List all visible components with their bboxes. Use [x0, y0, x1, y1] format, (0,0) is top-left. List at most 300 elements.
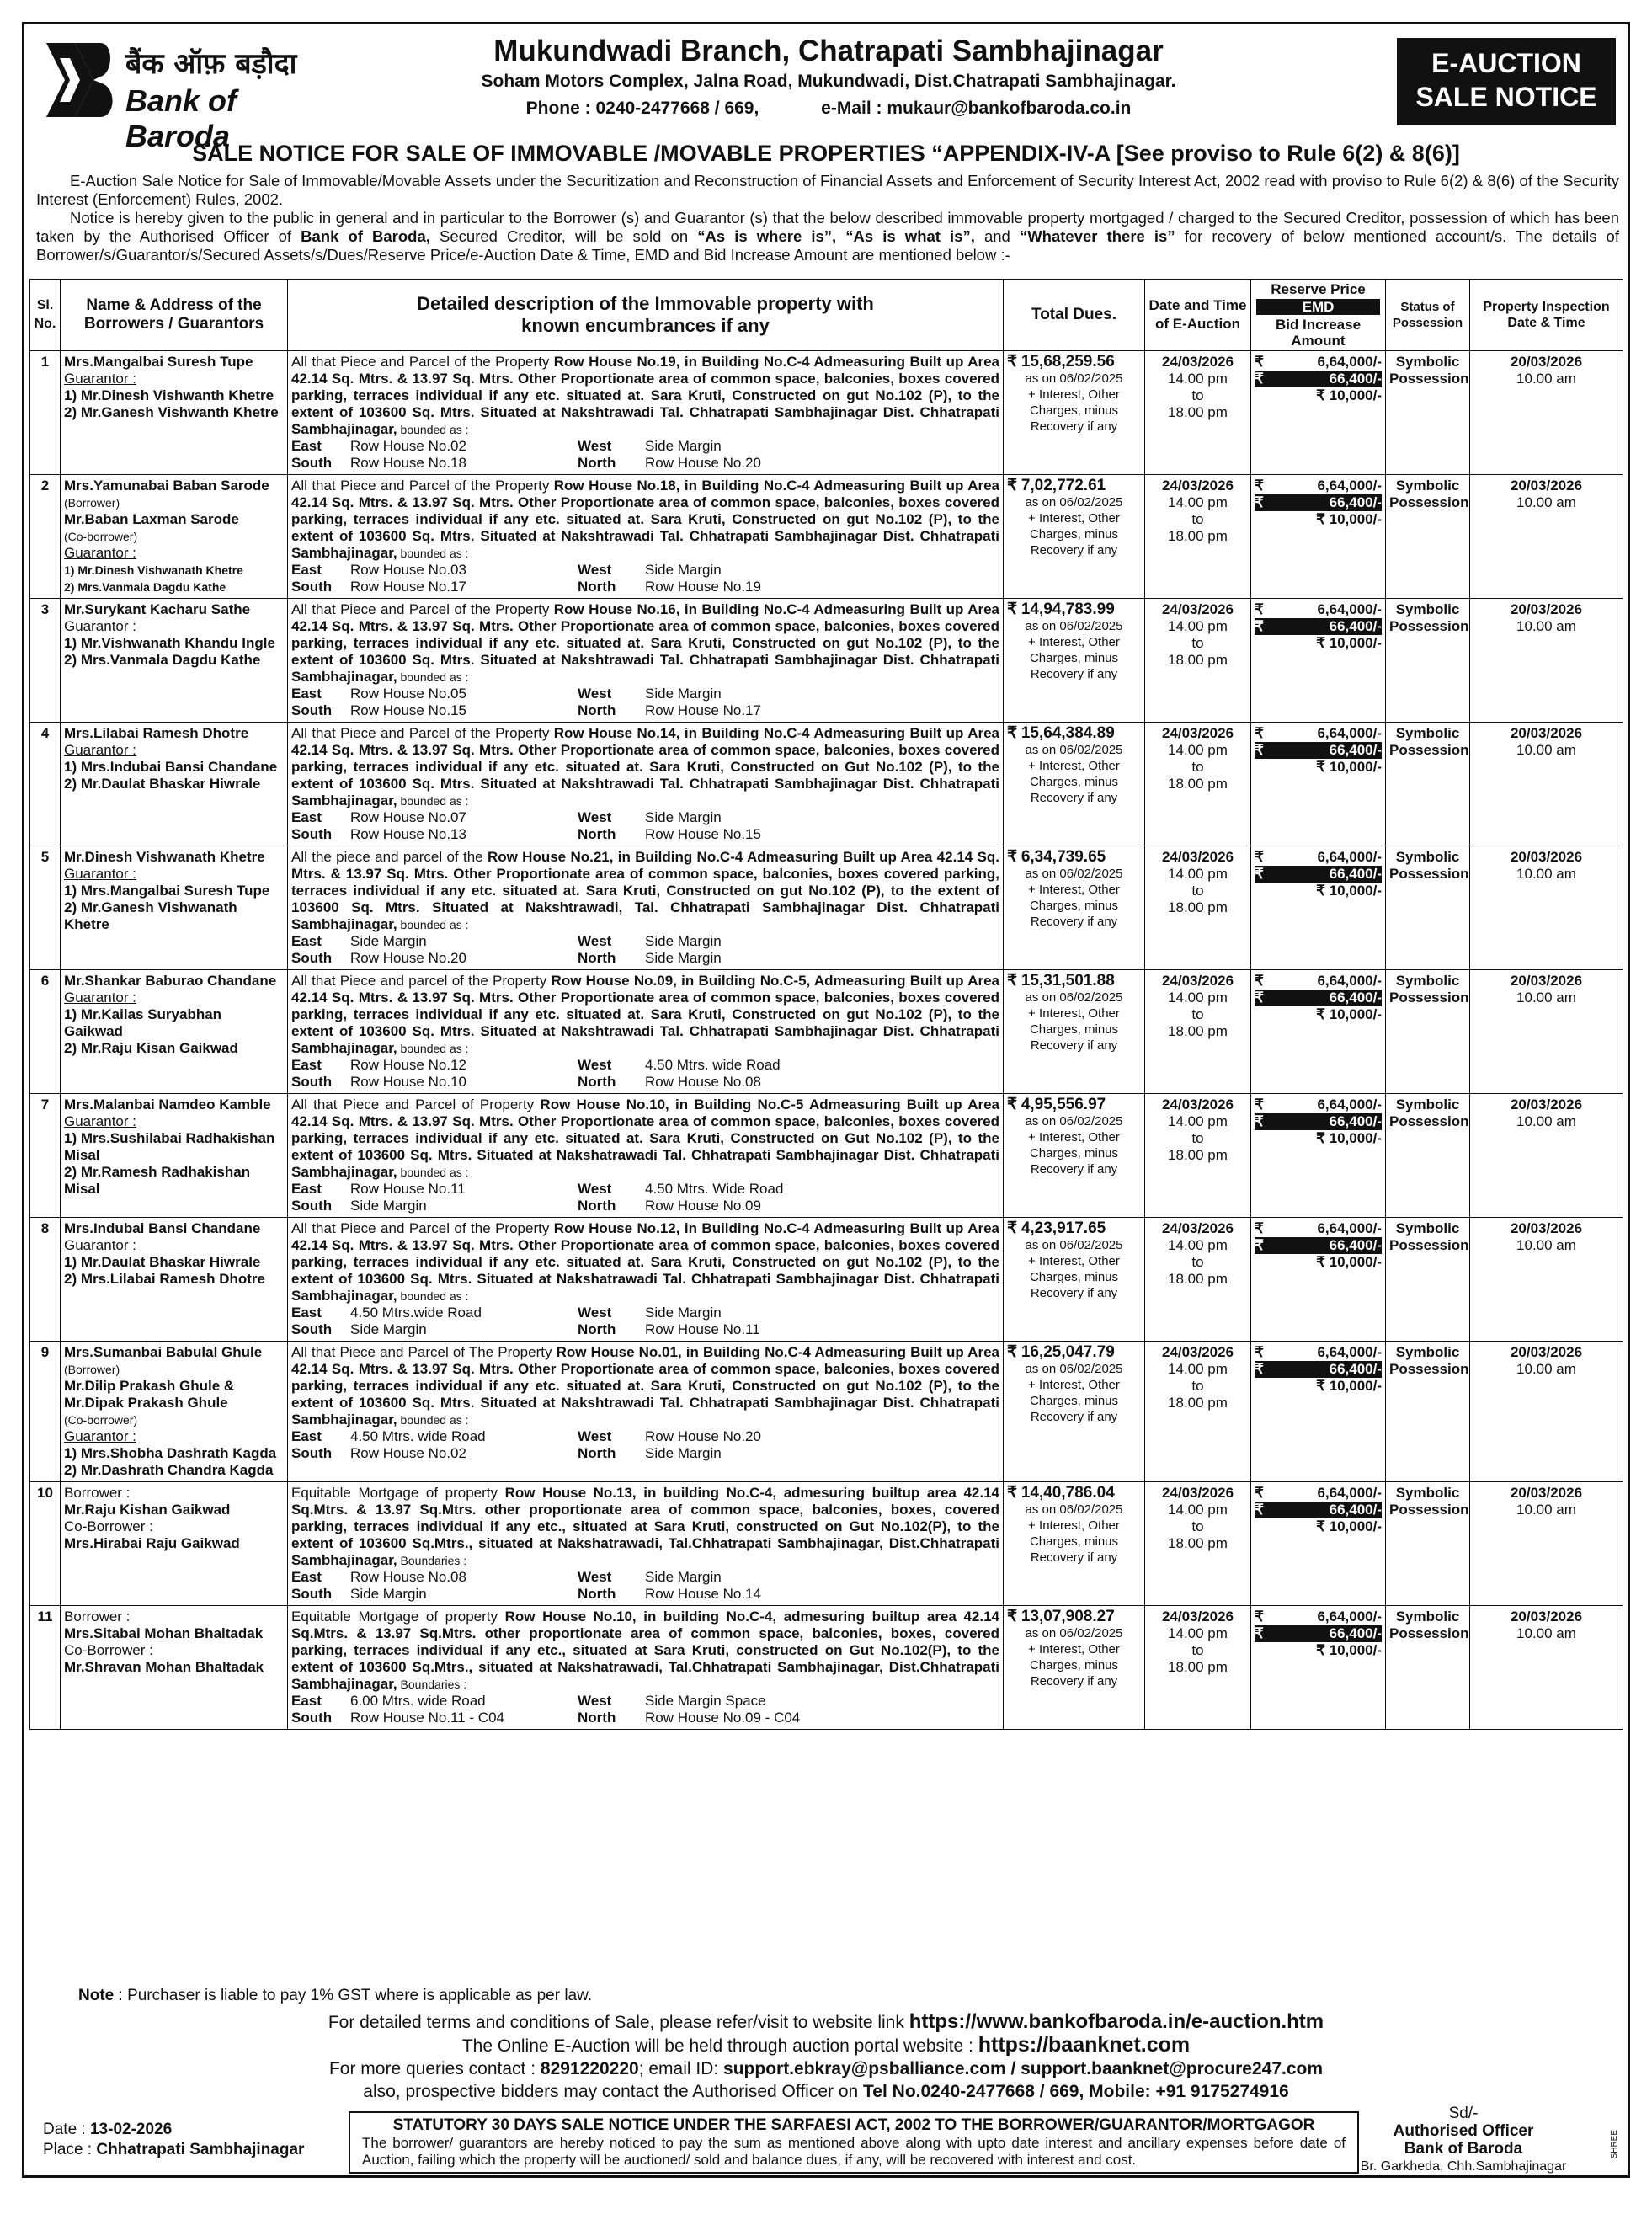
- borrower-line: Mr.Dilip Prakash Ghule & Mr.Dipak Prakash Ghule: [64, 1378, 235, 1411]
- possession-status: Symbolic Possession: [1386, 846, 1470, 970]
- statutory-body: The borrower/ guarantors are hereby noticed to pay the sum as mentioned above along with upto date interest and ancillary expenses before date of Auction, failing which the property will be auctioned/ sold and balance dues, if any, will be recovered with interest and cost.: [362, 2135, 1346, 2168]
- auction-date: 24/03/2026: [1161, 1096, 1234, 1112]
- south-label: South: [291, 826, 333, 842]
- west-value: Side Margin: [645, 1569, 722, 1585]
- borrower-line: 1) Mr.Kailas Suryabhan Gaikwad: [64, 1006, 222, 1039]
- dues-amount: 14,40,786.04: [1021, 1484, 1115, 1502]
- south-label: South: [291, 1445, 333, 1461]
- east-value: Row House No.08: [350, 1569, 466, 1585]
- borrower-name: Mr.Surykant Kacharu Sathe: [64, 601, 251, 617]
- boundaries: [291, 809, 999, 843]
- inspection-date: 20/03/2026: [1510, 1609, 1583, 1625]
- bid-increase: ₹ 10,000/-: [1316, 635, 1382, 651]
- footer-officer-text: also, prospective bidders may contact the Authorised Officer on: [363, 2082, 864, 2101]
- west-label: West: [578, 1305, 612, 1321]
- auction-to: to: [1191, 883, 1204, 899]
- property-description: [288, 970, 1004, 1094]
- reserve-price-cell: [1251, 1342, 1386, 1482]
- borrower-line: Guarantor :: [64, 990, 136, 1006]
- terms-link[interactable]: https://www.bankofbaroda.in/e-auction.htm: [909, 2010, 1324, 2033]
- north-label: North: [578, 579, 616, 595]
- desc-bold: Row House No.09, in Building No.C-5, Admeasuring Built up Area 42.14 Sq. Mtrs. & 13.97 Sq. Mtrs. Other Proportionate area of common space, balconies, boxes covered parking, terraces individual if any etc. situated at. Sara Kruti, Constructed on gut No.102 (P), to the extent of 103600 Sq. Mtrs. Situated at Nakshtrawadi Tal. Chhatrapati Sambhajinagar Dist. Chhatrapati Sambhajinagar,: [291, 973, 999, 1056]
- inspection-cell: [1470, 599, 1623, 723]
- emd-amount: 66,400/-: [1329, 742, 1382, 758]
- emd-amount: 66,400/-: [1329, 1237, 1382, 1253]
- east-value: Row House No.11: [350, 1181, 466, 1197]
- reserve-price-cell: [1251, 1094, 1386, 1218]
- west-label: West: [578, 1181, 612, 1197]
- borrower-line: 2) Mrs.Vanmala Dagdu Kathe: [64, 580, 226, 594]
- south-value: Row House No.02: [350, 1445, 466, 1461]
- inspection-cell: [1470, 1094, 1623, 1218]
- signature-title: Authorised Officer: [1393, 2122, 1534, 2140]
- west-value: Side Margin Space: [645, 1693, 766, 1709]
- reserve-price: 6,64,000/-: [1317, 849, 1382, 865]
- south-label: South: [291, 1710, 333, 1726]
- dues-interest: + Interest, Other Charges, minus Recovery if any: [1028, 1642, 1120, 1689]
- desc-suffix: bounded as :: [397, 794, 469, 808]
- serial-number: 5: [30, 846, 61, 970]
- total-dues-cell: [1004, 1342, 1145, 1482]
- inspection-time: 10.00 am: [1516, 742, 1576, 758]
- note-label: Note: [78, 1987, 115, 2004]
- east-label: East: [291, 686, 322, 702]
- borrower-line: Borrower :: [64, 1609, 131, 1625]
- emd-line: [1255, 371, 1382, 387]
- auction-time-to: 18.00 pm: [1168, 404, 1228, 420]
- desc-bold: Row House No.10, in Building No.C-5 Admeasuring Built up Area 42.14 Sq. Mtrs. & 13.97 Sq. Mtrs. Other Proportionate area of common space, balconies, boxes covered parking, terraces individual if any etc. situated at. Sara Kruti, Constructed on Gut No.102 (P), to the extent of 103600 Sq. Mtrs. Situated at Nakshatrawadi Tal. Chhatrapati Sambhajinagar Dist. Chhatrapati Sambhajinagar,: [291, 1096, 999, 1180]
- intro-p2-a: Notice is hereby given to the public in general and in particular to the Borrower (s) and Guarantor (s) that the below described immovable property mortgaged / charged to the Secured Creditor, possession of which has been taken by the Authorised Officer of: [36, 209, 1619, 245]
- total-dues-cell: [1004, 846, 1145, 970]
- auction-table: [29, 279, 1623, 1730]
- south-value: Row House No.17: [350, 579, 466, 595]
- desc-bold: Row House No.18, in Building No.C-4 Admeasuring Built up Area 42.14 Sq. Mtrs. & 13.97 Sq. Mtrs. Other Proportionate area of common space, balconies, boxes covered parking, terraces individual if any etc. situated at. Sara Kruti, Constructed on gut No.102 (P), to the extent of 103600 Sq. Mtrs. Situated at Nakshtrawadi Tal. Chhatrapati Sambhajinagar Dist. Chhatrapati Sambhajinagar,: [291, 478, 999, 561]
- boundaries: [291, 562, 999, 595]
- auction-time-to: 18.00 pm: [1168, 1659, 1228, 1675]
- portal-link[interactable]: https://baanknet.com: [978, 2033, 1191, 2057]
- possession-status: Symbolic Possession: [1386, 1482, 1470, 1606]
- intro-p2-d: for recovery of below mentioned account/s. The details of Borrower/s/Guarantor/s/Secured Assets/s/Dues/Reserve Price/e-Auction Date & Time, EMD and Bid Increase Amount are mentioned below :-: [36, 227, 1619, 264]
- south-value: Side Margin: [350, 1586, 427, 1602]
- possession-status: Symbolic Possession: [1386, 599, 1470, 723]
- branch-contact: [386, 99, 1271, 119]
- borrower-line: 1) Mr.Daulat Bhaskar Hiwrale: [64, 1254, 261, 1270]
- borrower-line: Mr.Baban Laxman Sarode: [64, 511, 239, 527]
- bid-increase: ₹ 10,000/-: [1316, 1378, 1382, 1394]
- borrower-cell: [61, 723, 288, 846]
- statutory-notice-box: [349, 2111, 1359, 2174]
- boundaries: [291, 933, 999, 967]
- emd-rupee: ₹: [1255, 1502, 1264, 1518]
- auction-time-to: 18.00 pm: [1168, 1023, 1228, 1039]
- north-label: North: [578, 1321, 616, 1337]
- west-label: West: [578, 1057, 612, 1073]
- desc-prefix: All that Piece and Parcel of the Property: [291, 478, 554, 494]
- auction-to: to: [1191, 1642, 1204, 1658]
- north-label: North: [578, 1586, 616, 1602]
- shree-mark: SHREE: [1610, 2130, 1619, 2159]
- inspection-date: 20/03/2026: [1510, 354, 1583, 370]
- desc-prefix: All that Piece and parcel of the Property: [291, 973, 552, 989]
- date-value: 13-02-2026: [89, 2121, 173, 2138]
- reserve-price: 6,64,000/-: [1317, 973, 1382, 989]
- dues-interest: + Interest, Other Charges, minus Recovery if any: [1028, 1378, 1120, 1424]
- bid-increase: ₹ 10,000/-: [1316, 387, 1382, 403]
- reserve-line: [1255, 1609, 1382, 1625]
- north-label: North: [578, 702, 616, 718]
- desc-bold: Row House No.12, in Building No.C-4 Admeasuring Built up Area 42.14 Sq. Mtrs. & 13.97 Sq. Mtrs. Other Proportionate area of common space, balconies, boxes covered parking, terraces individual if any etc. situated at. Sara Kruti, Constructed on gut No.102 (P), to the extent of 103600 Sq. Mtrs. Situated at Nakshatrawadi Tal. Chhatrapati Sambhajinagar Dist. Chhatrapati Sambhajinagar,: [291, 1220, 999, 1304]
- south-label: South: [291, 579, 333, 595]
- auction-to: to: [1191, 511, 1204, 527]
- emd-amount: 66,400/-: [1329, 1502, 1382, 1518]
- serial-number: 3: [30, 599, 61, 723]
- borrower-line: 1) Mrs.Sushilabai Radhakishan Misal: [64, 1130, 275, 1163]
- south-label: South: [291, 1321, 333, 1337]
- dues-as-on: as on 06/02/2025: [1025, 495, 1123, 510]
- reserve-line: [1255, 1344, 1382, 1361]
- dues-amount: 14,94,783.99: [1021, 600, 1115, 618]
- north-label: North: [578, 1074, 616, 1090]
- boundaries: [291, 1569, 999, 1603]
- auction-date-cell: [1145, 1482, 1251, 1606]
- inspection-cell: [1470, 1482, 1623, 1606]
- borrower-name: Mrs.Sumanbai Babulal Ghule: [64, 1344, 263, 1360]
- inspection-time: 10.00 am: [1516, 1361, 1576, 1377]
- possession-status: Symbolic Possession: [1386, 1342, 1470, 1482]
- dues-amount: 4,95,556.97: [1021, 1096, 1106, 1113]
- auction-time-to: 18.00 pm: [1168, 652, 1228, 668]
- serial-number: 2: [30, 475, 61, 599]
- east-value: 4.50 Mtrs.wide Road: [350, 1305, 482, 1321]
- total-dues-cell: [1004, 723, 1145, 846]
- desc-prefix: All that Piece and Parcel of the Property: [291, 1220, 554, 1236]
- property-description: [288, 351, 1004, 475]
- east-value: Side Margin: [350, 933, 427, 949]
- east-label: East: [291, 1057, 322, 1073]
- borrower-name: Mrs.Indubai Bansi Chandane: [64, 1220, 261, 1236]
- header-reserve: [1251, 280, 1386, 351]
- table-header-row: [30, 280, 1623, 351]
- auction-date: 24/03/2026: [1161, 1609, 1234, 1625]
- table-row: [30, 970, 1623, 1094]
- dues-as-on: as on 06/02/2025: [1025, 1626, 1123, 1641]
- header-name: Name & Address of the Borrowers / Guarantors: [61, 280, 288, 351]
- inspection-date: 20/03/2026: [1510, 1485, 1583, 1501]
- officer-contact: Tel No.0240-2477668 / 669, Mobile: +91 9175274916: [863, 2082, 1289, 2101]
- reserve-price-cell: [1251, 1606, 1386, 1730]
- reserve-rupee: ₹: [1255, 849, 1264, 865]
- west-value: Side Margin: [645, 1305, 722, 1321]
- dues-rupee: ₹: [1007, 600, 1018, 618]
- boundaries: [291, 1693, 999, 1726]
- desc-prefix: All that Piece and Parcel of the Property: [291, 601, 554, 617]
- borrower-name: Mrs.Malanbai Namdeo Kamble: [64, 1096, 271, 1112]
- footer-line-terms: [24, 2010, 1628, 2034]
- place-line: [43, 2140, 304, 2160]
- reserve-price: 6,64,000/-: [1317, 725, 1382, 741]
- possession-status: Symbolic Possession: [1386, 1094, 1470, 1218]
- west-value: Side Margin: [645, 809, 722, 825]
- emd-rupee: ₹: [1255, 1625, 1264, 1641]
- inspection-cell: [1470, 846, 1623, 970]
- auction-time-from: 14.00 pm: [1168, 494, 1228, 510]
- desc-bold: Row House No.01, in Building No.C-4 Admeasuring Built up Area 42.14 Sq. Mtrs. & 13.97 Sq. Mtrs. Other Proportionate area of common space, balconies, boxes covered parking, terraces individual if any etc. situated at. Sara Kruti, Constructed on gut No.102 (P), to the extent of 103600 Sq. Mtrs. Situated at Nakshtrawadi Tal. Chhatrapati Sambhajinagar Dist. Chhatrapati Sambhajinagar,: [291, 1344, 999, 1427]
- south-label: South: [291, 1586, 333, 1602]
- east-value: 4.50 Mtrs. wide Road: [350, 1428, 486, 1444]
- west-value: Side Margin: [645, 562, 722, 578]
- inspection-date: 20/03/2026: [1510, 849, 1583, 865]
- desc-prefix: All that Piece and Parcel of Property: [291, 1096, 541, 1112]
- borrower-cell: [61, 970, 288, 1094]
- inspection-cell: [1470, 351, 1623, 475]
- inspection-date: 20/03/2026: [1510, 973, 1583, 989]
- reserve-price: 6,64,000/-: [1317, 1220, 1382, 1236]
- inspection-time: 10.00 am: [1516, 1237, 1576, 1253]
- bank-logo: [41, 40, 344, 153]
- reserve-line: [1255, 725, 1382, 742]
- auction-to: to: [1191, 1254, 1204, 1270]
- south-value: Row House No.18: [350, 455, 466, 471]
- footer-contact-text: For more queries contact :: [328, 2059, 541, 2078]
- total-dues-cell: [1004, 351, 1145, 475]
- north-value: Row House No.11: [645, 1321, 760, 1337]
- reserve-price-cell: [1251, 846, 1386, 970]
- dues-amount: 7,02,772.61: [1021, 477, 1106, 494]
- reserve-rupee: ₹: [1255, 725, 1264, 741]
- east-value: Row House No.12: [350, 1057, 466, 1073]
- west-value: Side Margin: [645, 686, 722, 702]
- dues-interest: + Interest, Other Charges, minus Recovery if any: [1028, 511, 1120, 558]
- notice-page: [22, 22, 1630, 2178]
- reserve-price: 6,64,000/-: [1317, 478, 1382, 494]
- total-dues-cell: [1004, 1606, 1145, 1730]
- branch-info: [386, 35, 1271, 119]
- property-description: [288, 723, 1004, 846]
- borrower-name: Mr.Dinesh Vishwanath Khetre: [64, 849, 265, 865]
- reserve-line: [1255, 973, 1382, 990]
- inspection-time: 10.00 am: [1516, 494, 1576, 510]
- desc-suffix: bounded as :: [397, 918, 469, 931]
- emd-rupee: ₹: [1255, 1237, 1264, 1253]
- intro-p2-b: Secured Creditor, will be sold on: [429, 227, 698, 245]
- borrower-line: Guarantor :: [64, 866, 136, 882]
- borrower-line: Mrs.Hirabai Raju Gaikwad: [64, 1535, 240, 1551]
- eauction-badge: [1397, 38, 1616, 125]
- desc-prefix: All that Piece and Parcel of the Property: [291, 725, 554, 741]
- dues-rupee: ₹: [1007, 477, 1018, 494]
- property-description: [288, 599, 1004, 723]
- possession-status: Symbolic Possession: [1386, 1218, 1470, 1342]
- inspection-time: 10.00 am: [1516, 1625, 1576, 1641]
- borrower-line: Mr.Shravan Mohan Bhaltadak: [64, 1659, 264, 1675]
- east-value: Row House No.02: [350, 438, 466, 454]
- footer-info: [24, 2010, 1628, 2103]
- borrower-line: Guarantor :: [64, 1428, 136, 1444]
- borrower-cell: [61, 1218, 288, 1342]
- total-dues-cell: [1004, 1094, 1145, 1218]
- auction-time-from: 14.00 pm: [1168, 1237, 1228, 1253]
- table-row: [30, 846, 1623, 970]
- inspection-time: 10.00 am: [1516, 371, 1576, 387]
- emd-amount: 66,400/-: [1329, 371, 1382, 387]
- auction-time-from: 14.00 pm: [1168, 742, 1228, 758]
- signature-sd: Sd/-: [1448, 2105, 1479, 2122]
- emd-amount: 66,400/-: [1329, 1113, 1382, 1129]
- dues-as-on: as on 06/02/2025: [1025, 1502, 1123, 1517]
- reserve-price: 6,64,000/-: [1317, 1609, 1382, 1625]
- gst-note: [78, 1987, 592, 2005]
- possession-status: Symbolic Possession: [1386, 351, 1470, 475]
- inspection-time: 10.00 am: [1516, 618, 1576, 634]
- auction-date-cell: [1145, 1218, 1251, 1342]
- possession-status: Symbolic Possession: [1386, 723, 1470, 846]
- dues-as-on: as on 06/02/2025: [1025, 990, 1123, 1005]
- desc-bold: Row House No.16, in Building No.C-4 Admeasuring Built up Area 42.14 Sq. Mtrs. & 13.97 Sq. Mtrs. Other Proportionate area of common space, balconies, boxes covered parking, terraces individual if any etc. situated at. Sara Kruti, Constructed on gut No.102 (P), to the extent of 103600 Sq. Mtrs. Situated at Nakshtrawadi Tal. Chhatrapati Sambhajinagar Dist. Chhatrapati Sambhajinagar,: [291, 601, 999, 685]
- west-label: West: [578, 1569, 612, 1585]
- borrower-line: Co-Borrower :: [64, 1642, 153, 1658]
- auction-date-cell: [1145, 1094, 1251, 1218]
- south-value: Row House No.13: [350, 826, 466, 842]
- reserve-line: [1255, 1485, 1382, 1502]
- auction-date: 24/03/2026: [1161, 725, 1234, 741]
- dues-interest: + Interest, Other Charges, minus Recovery if any: [1028, 1518, 1120, 1565]
- north-label: North: [578, 950, 616, 966]
- reserve-rupee: ₹: [1255, 478, 1264, 494]
- intro-p2-whatever: “Whatever there is”: [1019, 227, 1175, 245]
- auction-date-cell: [1145, 846, 1251, 970]
- desc-suffix: bounded as :: [397, 1042, 469, 1055]
- borrower-line: 2) Mr.Dashrath Chandra Kagda: [64, 1462, 274, 1478]
- notice-title: SALE NOTICE FOR SALE OF IMMOVABLE /MOVABLE PROPERTIES “APPENDIX-IV-A [See proviso to Rule 6(2) & 8(6)]: [192, 141, 1460, 166]
- property-description: [288, 1342, 1004, 1482]
- dues-interest: + Interest, Other Charges, minus Recovery if any: [1028, 387, 1120, 434]
- borrower-cell: [61, 1606, 288, 1730]
- borrower-line: Mrs.Sitabai Mohan Bhaltadak: [64, 1625, 264, 1641]
- east-label: East: [291, 1428, 322, 1444]
- table-row: [30, 1482, 1623, 1606]
- header-emd: EMD: [1256, 299, 1380, 315]
- reserve-price: 6,64,000/-: [1317, 1096, 1382, 1112]
- south-label: South: [291, 702, 333, 718]
- emd-amount: 66,400/-: [1329, 618, 1382, 634]
- borrower-line: (Borrower): [64, 496, 120, 510]
- dues-as-on: as on 06/02/2025: [1025, 1114, 1123, 1129]
- emd-rupee: ₹: [1255, 618, 1264, 634]
- place-value: Chhatrapati Sambhajinagar: [96, 2141, 305, 2158]
- inspection-date: 20/03/2026: [1510, 478, 1583, 494]
- borrower-line: Mr.Raju Kishan Gaikwad: [64, 1502, 231, 1518]
- borrower-line: 1) Mr.Dinesh Vishwanth Khetre: [64, 387, 274, 403]
- emd-amount: 66,400/-: [1329, 1361, 1382, 1377]
- branch-phone: Phone : 0240-2477668 / 669,: [525, 99, 759, 118]
- desc-bold: Row House No.10, in building No.C-4, admesuring builtup area 42.14 Sq.Mtrs. & 13.97 Sq.Mtrs. other proportionate area of common space, balconies, boxes, covered parking, terraces individual if any etc., situated at Sara Kruti, constructed on Gut No.102(P), to the extent of 103600 Sq.Mtrs., situated at Nakshatrawadi, Tal.Chhatrapati Sambhajinagar, Dist.Chhatrapati Sambhajinagar,: [291, 1609, 999, 1692]
- south-value: Row House No.10: [350, 1074, 466, 1090]
- boundaries: [291, 438, 999, 472]
- intro-p2-c: and: [974, 227, 1020, 245]
- borrower-line: Guarantor :: [64, 545, 136, 561]
- date-label: Date :: [43, 2121, 90, 2138]
- auction-time-to: 18.00 pm: [1168, 1147, 1228, 1163]
- borrower-line: Co-Borrower :: [64, 1518, 153, 1534]
- south-label: South: [291, 950, 333, 966]
- borrower-line: Guarantor :: [64, 1237, 136, 1253]
- bid-increase: ₹ 10,000/-: [1316, 1254, 1382, 1270]
- auction-time-to: 18.00 pm: [1168, 1535, 1228, 1551]
- south-label: South: [291, 1074, 333, 1090]
- footer-terms-text: For detailed terms and conditions of Sale, please refer/visit to website link: [328, 2013, 909, 2032]
- emd-line: [1255, 1625, 1382, 1642]
- dues-rupee: ₹: [1007, 724, 1018, 742]
- north-value: Row House No.14: [645, 1586, 761, 1602]
- auction-time-from: 14.00 pm: [1168, 1625, 1228, 1641]
- reserve-price-cell: [1251, 475, 1386, 599]
- dues-rupee: ₹: [1007, 1343, 1018, 1361]
- auction-date-cell: [1145, 723, 1251, 846]
- auction-to: to: [1191, 635, 1204, 651]
- dues-rupee: ₹: [1007, 1608, 1018, 1625]
- badge-line2: SALE NOTICE: [1415, 82, 1597, 112]
- north-value: Row House No.09: [645, 1198, 761, 1214]
- west-value: 4.50 Mtrs. Wide Road: [645, 1181, 784, 1197]
- borrower-line: Guarantor :: [64, 742, 136, 758]
- north-label: North: [578, 826, 616, 842]
- inspection-date: 20/03/2026: [1510, 1220, 1583, 1236]
- west-label: West: [578, 438, 612, 454]
- auction-date: 24/03/2026: [1161, 973, 1234, 989]
- auction-time-to: 18.00 pm: [1168, 528, 1228, 544]
- header-date: Date and Time of E-Auction: [1145, 280, 1251, 351]
- borrower-name: Mrs.Yamunabai Baban Sarode: [64, 478, 269, 494]
- property-description: [288, 1218, 1004, 1342]
- auction-date: 24/03/2026: [1161, 1485, 1234, 1501]
- inspection-cell: [1470, 1342, 1623, 1482]
- borrower-line: (Co-borrower): [64, 530, 138, 543]
- desc-bold: Row House No.19, in Building No.C-4 Admeasuring Built up Area 42.14 Sq. Mtrs. & 13.97 Sq. Mtrs. Other Proportionate area of common space, balconies, boxes covered parking, terraces individual if any etc. situated at. Sara Kruti, Constructed on gut No.102 (P), to the extent of 103600 Sq. Mtrs. Situated at Nakshtrawadi Tal. Chhatrapati Sambhajinagar Dist. Chhatrapati Sambhajinagar,: [291, 354, 999, 437]
- total-dues-cell: [1004, 970, 1145, 1094]
- west-label: West: [578, 1693, 612, 1709]
- contact-phone: 8291220220: [540, 2059, 639, 2078]
- auction-time-from: 14.00 pm: [1168, 990, 1228, 1006]
- serial-number: 8: [30, 1218, 61, 1342]
- header-bid: Bid Increase Amount: [1275, 317, 1362, 349]
- serial-number: 10: [30, 1482, 61, 1606]
- bid-increase: ₹ 10,000/-: [1316, 511, 1382, 527]
- dues-interest: + Interest, Other Charges, minus Recovery if any: [1028, 1254, 1120, 1300]
- reserve-rupee: ₹: [1255, 1344, 1264, 1360]
- north-value: Row House No.09 - C04: [645, 1710, 801, 1726]
- reserve-rupee: ₹: [1255, 601, 1264, 617]
- total-dues-cell: [1004, 1218, 1145, 1342]
- south-value: Side Margin: [350, 1198, 427, 1214]
- north-value: Row House No.19: [645, 579, 761, 595]
- table-row: [30, 723, 1623, 846]
- borrower-cell: [61, 1094, 288, 1218]
- auction-time-from: 14.00 pm: [1168, 1361, 1228, 1377]
- table-body: [30, 351, 1623, 1730]
- north-label: North: [578, 1198, 616, 1214]
- boundaries: [291, 1305, 999, 1338]
- branch-address: Soham Motors Complex, Jalna Road, Mukundwadi, Dist.Chatrapati Sambhajinagar.: [481, 72, 1176, 91]
- total-dues-cell: [1004, 1482, 1145, 1606]
- west-label: West: [578, 809, 612, 825]
- auction-time-from: 14.00 pm: [1168, 1113, 1228, 1129]
- auction-date-cell: [1145, 351, 1251, 475]
- east-label: East: [291, 438, 322, 454]
- dues-interest: + Interest, Other Charges, minus Recovery if any: [1028, 883, 1120, 929]
- dues-as-on: as on 06/02/2025: [1025, 1362, 1123, 1376]
- north-value: Row House No.15: [645, 826, 761, 842]
- borrower-line: 2) Mr.Ganesh Vishwanath Khetre: [64, 899, 237, 932]
